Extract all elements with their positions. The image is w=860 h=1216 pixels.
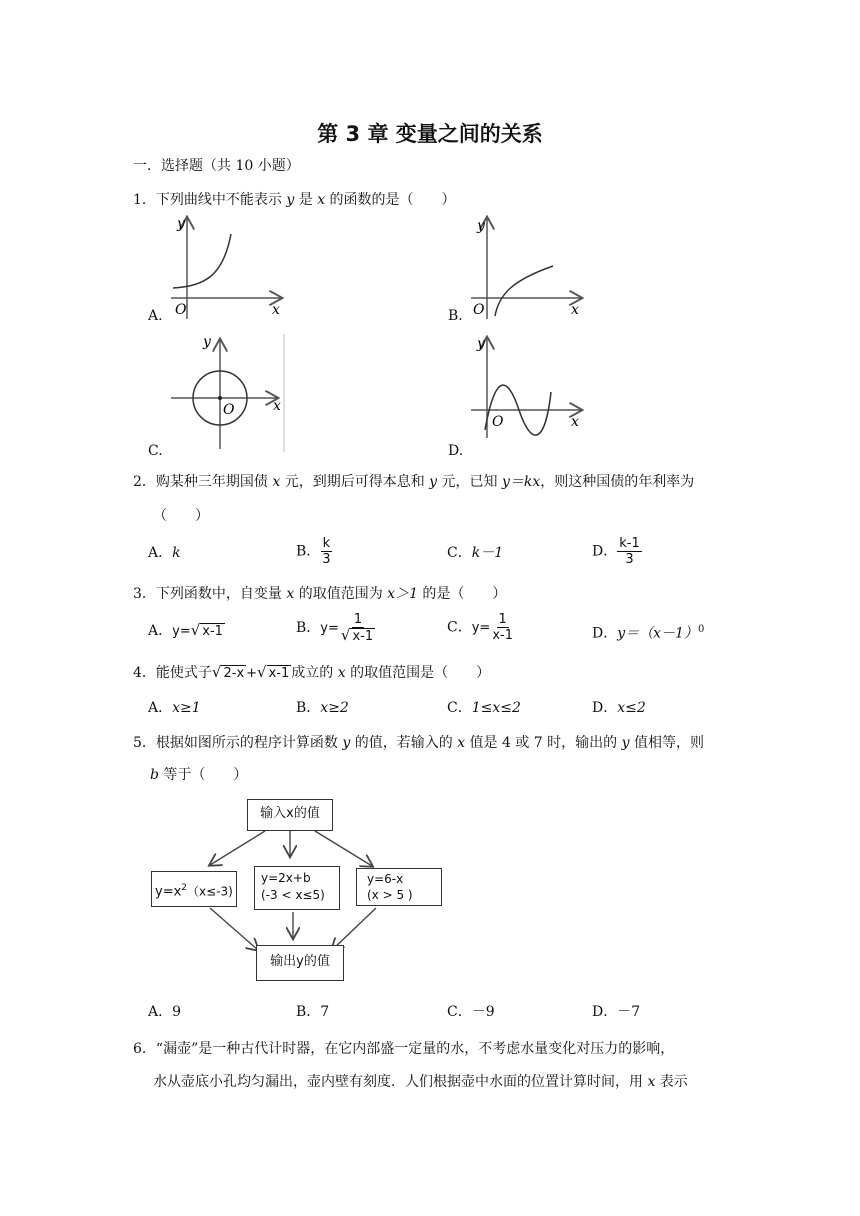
question-3-stem: 3．下列函数中，自变量 x 的取值范围为 x＞1 的是（ ）	[133, 586, 507, 602]
origin-label: O	[223, 402, 235, 418]
q5-option-c: C．－9	[447, 1004, 495, 1020]
q3-option-a: A．y=√ x-1	[148, 621, 223, 639]
axis-x-label: x	[571, 414, 579, 430]
q4-option-b: B．x≥2	[296, 700, 349, 716]
axis-x-label: x	[272, 302, 280, 318]
question-6-line2: 水从壶底小孔均匀漏出，壶内壁有刻度．人们根据壶中水面的位置计算时间，用 x 表示	[153, 1074, 688, 1090]
option-c-label: C.	[148, 443, 163, 459]
question-4-stem: 4．能使式子√ 2-x +√ x-1 成立的 x 的取值范围是（ ）	[133, 663, 491, 681]
question-5-stem: 5．根据如图所示的程序计算函数 y 的值，若输入的 x 值是 4 或 7 时，输出的 y 值相等，则	[133, 735, 704, 751]
origin-label: O	[492, 414, 504, 430]
flowchart-middle-box: y=2x+b (-3 < x≤5)	[254, 866, 340, 910]
q4-option-a: A．x≥1	[148, 700, 201, 716]
option-d-label: D.	[448, 443, 464, 459]
question-2-stem: 2．购某种三年期国债 x 元，到期后可得本息和 y 元，已知 y＝kx，则这种国债的年利率为	[133, 474, 695, 490]
axis-x-label: x	[273, 398, 281, 414]
option-b-label: B.	[448, 308, 463, 324]
q5-option-b: B．7	[296, 1004, 330, 1020]
question-6-line1: 6．“漏壶”是一种古代计时器，在它内部盛一定量的水，不考虑水量变化对压力的影响，	[133, 1041, 675, 1057]
q3-option-b: B．y= $\frac{1}{√ x-1}$	[296, 612, 374, 644]
origin-label: O	[473, 302, 485, 318]
axis-y-label: y	[477, 218, 485, 234]
q5-option-d: D．－7	[592, 1004, 641, 1020]
q2-option-c: C．k－1	[447, 545, 504, 561]
flowchart-right-box: y=6-x (x > 5 )	[356, 868, 442, 906]
q3-option-d: D．$y=(x-1)^0$	[592, 624, 705, 642]
graph-b-sqrt	[465, 214, 595, 324]
q3-option-c: C．y= $\frac{1}{x-1}$	[447, 612, 513, 643]
q5-option-a: A．9	[148, 1004, 182, 1020]
q2-option-d: D． $\frac{k-1}{3}$	[592, 536, 640, 567]
axis-y-label: y	[477, 336, 485, 352]
graph-a-exponential	[165, 214, 295, 324]
graph-d-sine	[465, 334, 595, 444]
axis-y-label: y	[177, 216, 185, 232]
axis-x-label: x	[571, 302, 579, 318]
question-5-stem-line2: b 等于（ ）	[150, 767, 248, 783]
graph-c-circle	[165, 334, 290, 454]
section-heading: 一．选择题（共 10 小题）	[133, 158, 300, 174]
origin-label: O	[175, 302, 187, 318]
option-a-label: A.	[148, 308, 163, 324]
question-1-stem: 1．下列曲线中不能表示 y 是 x 的函数的是（ ）	[133, 192, 456, 208]
q4-option-d: D．x≤2	[592, 700, 646, 716]
flowchart-output-box: 输出y的值	[256, 945, 344, 981]
page-title: 第 3 章 变量之间的关系	[317, 122, 543, 146]
q4-option-c: C．1≤x≤2	[447, 700, 521, 716]
axis-y-label: y	[203, 334, 211, 350]
q2-option-b: B． $\frac{k}{3}$	[296, 536, 331, 567]
flowchart-input-box: 输入x的值	[247, 799, 333, 831]
question-2-paren: （ ）	[153, 508, 209, 524]
q2-option-a: A．k	[148, 545, 181, 561]
flowchart-left-box: $y=x^2(x\le-3)$	[151, 871, 237, 907]
